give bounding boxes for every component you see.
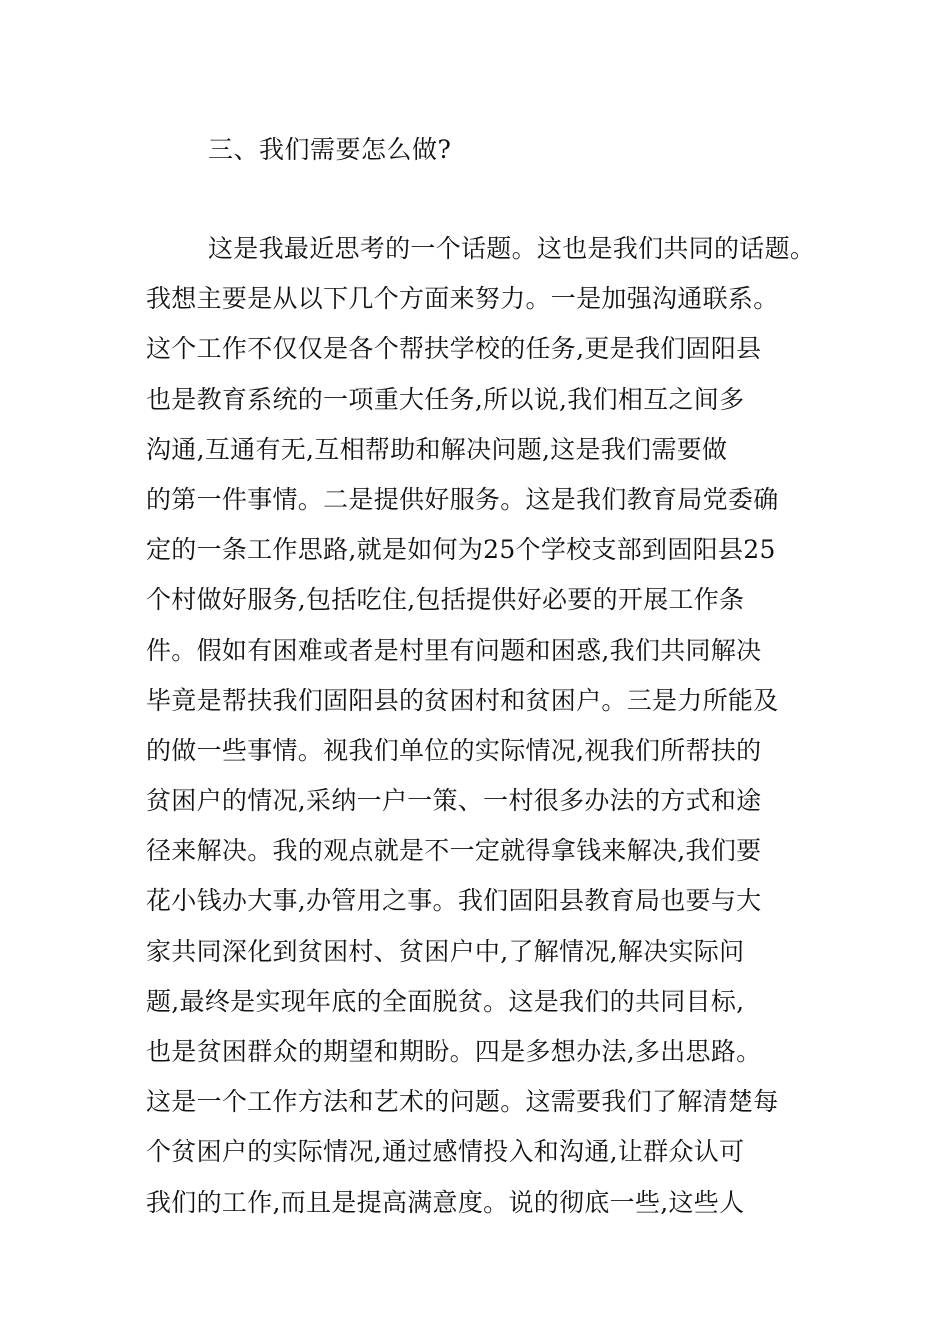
section-heading: 三、我们需要怎么做? xyxy=(208,135,452,164)
text-line: 这是我最近思考的一个话题。这也是我们共同的话题。 xyxy=(208,234,816,263)
text-line: 径来解决。我的观点就是不一定就得拿钱来解决,我们要 xyxy=(146,836,762,866)
text-line: 沟通,互通有无,互相帮助和解决问题,这是我们需要做 xyxy=(146,434,728,464)
text-line: 个村做好服务,包括吃住,包括提供好必要的开展工作条 xyxy=(146,585,745,615)
text-line: 也是教育系统的一项重大任务,所以说,我们相互之间多 xyxy=(146,384,745,414)
text-line: 这是一个工作方法和艺术的问题。这需要我们了解清楚每 xyxy=(146,1087,779,1117)
text-line: 的做一些事情。视我们单位的实际情况,视我们所帮扶的 xyxy=(146,735,762,765)
text-line: 的第一件事情。二是提供好服务。这是我们教育局党委确 xyxy=(146,484,779,514)
text-line: 家共同深化到贫困村、贫困户中,了解情况,解决实际问 xyxy=(146,936,745,966)
text-line: 定的一条工作思路,就是如何为25个学校支部到固阳县25 xyxy=(146,535,776,565)
text-line: 件。假如有困难或者是村里有问题和困惑,我们共同解决 xyxy=(146,635,762,665)
text-line: 花小钱办大事,办管用之事。我们固阳县教育局也要与大 xyxy=(146,886,762,916)
text-line: 毕竟是帮扶我们固阳县的贫困村和贫困户。三是力所能及 xyxy=(146,685,779,715)
text-line: 也是贫困群众的期望和期盼。四是多想办法,多出思路。 xyxy=(146,1037,762,1066)
text-line: 我想主要是从以下几个方面来努力。一是加强沟通联系。 xyxy=(146,284,779,314)
text-line: 贫困户的情况,采纳一户一策、一村很多办法的方式和途 xyxy=(146,786,762,816)
text-line: 这个工作不仅仅是各个帮扶学校的任务,更是我们固阳县 xyxy=(146,334,762,364)
body-paragraph xyxy=(146,224,846,1228)
text-line: 我们的工作,而且是提高满意度。说的彻底一些,这些人 xyxy=(146,1187,745,1217)
text-line: 个贫困户的实际情况,通过感情投入和沟通,让群众认可 xyxy=(146,1137,745,1167)
text-line: 题,最终是实现年底的全面脱贫。这是我们的共同目标, xyxy=(146,986,745,1016)
